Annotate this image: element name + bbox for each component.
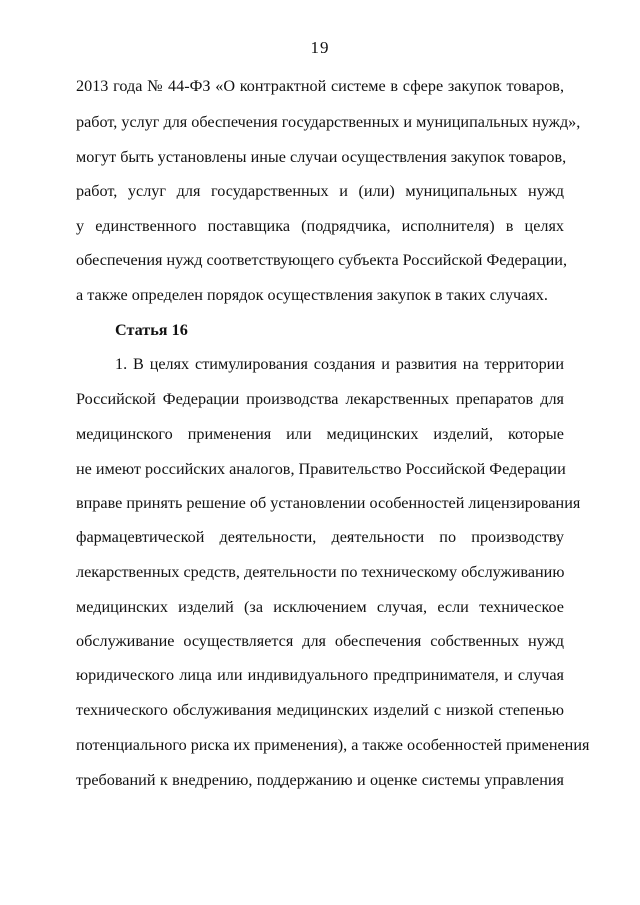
text-line: потенциального риска их применения), а также особенностей применения — [76, 736, 590, 754]
text-line: работ, услуг для государственных и (или) муниципальных нужд — [76, 182, 564, 200]
text-line: 1. В целях стимулирования создания и развития на территории — [115, 355, 564, 373]
text-line: 2013 года № 44-ФЗ «О контрактной системе в сфере закупок товаров, — [76, 77, 564, 95]
text-line: требований к внедрению, поддержанию и оценке системы управления — [76, 771, 564, 789]
text-line: юридического лица или индивидуального предпринимателя, и случая — [76, 666, 564, 684]
text-line: технического обслуживания медицинских изделий с низкой степенью — [76, 701, 564, 719]
article-heading: Статья 16 — [115, 321, 188, 339]
text-line: не имеют российских аналогов, Правительство Российской Федерации — [76, 460, 566, 478]
text-line: могут быть установлены иные случаи осуществления закупок товаров, — [76, 148, 567, 166]
text-line: медицинских изделий (за исключением случая, если техническое — [76, 598, 564, 616]
text-line: лекарственных средств, деятельности по техническому обслуживанию — [76, 563, 565, 581]
text-line: работ, услуг для обеспечения государственных и муниципальных нужд», — [76, 113, 581, 131]
text-line: а также определен порядок осуществления закупок в таких случаях. — [76, 286, 548, 304]
text-line: фармацевтической деятельности, деятельности по производству — [76, 528, 564, 546]
text-line: Российской Федерации производства лекарственных препаратов для — [76, 390, 564, 408]
page-number: 19 — [310, 38, 330, 57]
text-line: вправе принять решение об установлении особенностей лицензирования — [76, 494, 581, 512]
text-line: у единственного поставщика (подрядчика, исполнителя) в целях — [76, 217, 564, 235]
text-line: обслуживание осуществляется для обеспечения собственных нужд — [76, 632, 564, 650]
text-line: обеспечения нужд соответствующего субъекта Российской Федерации, — [76, 251, 567, 269]
text-line: медицинского применения или медицинских изделий, которые — [76, 425, 564, 443]
